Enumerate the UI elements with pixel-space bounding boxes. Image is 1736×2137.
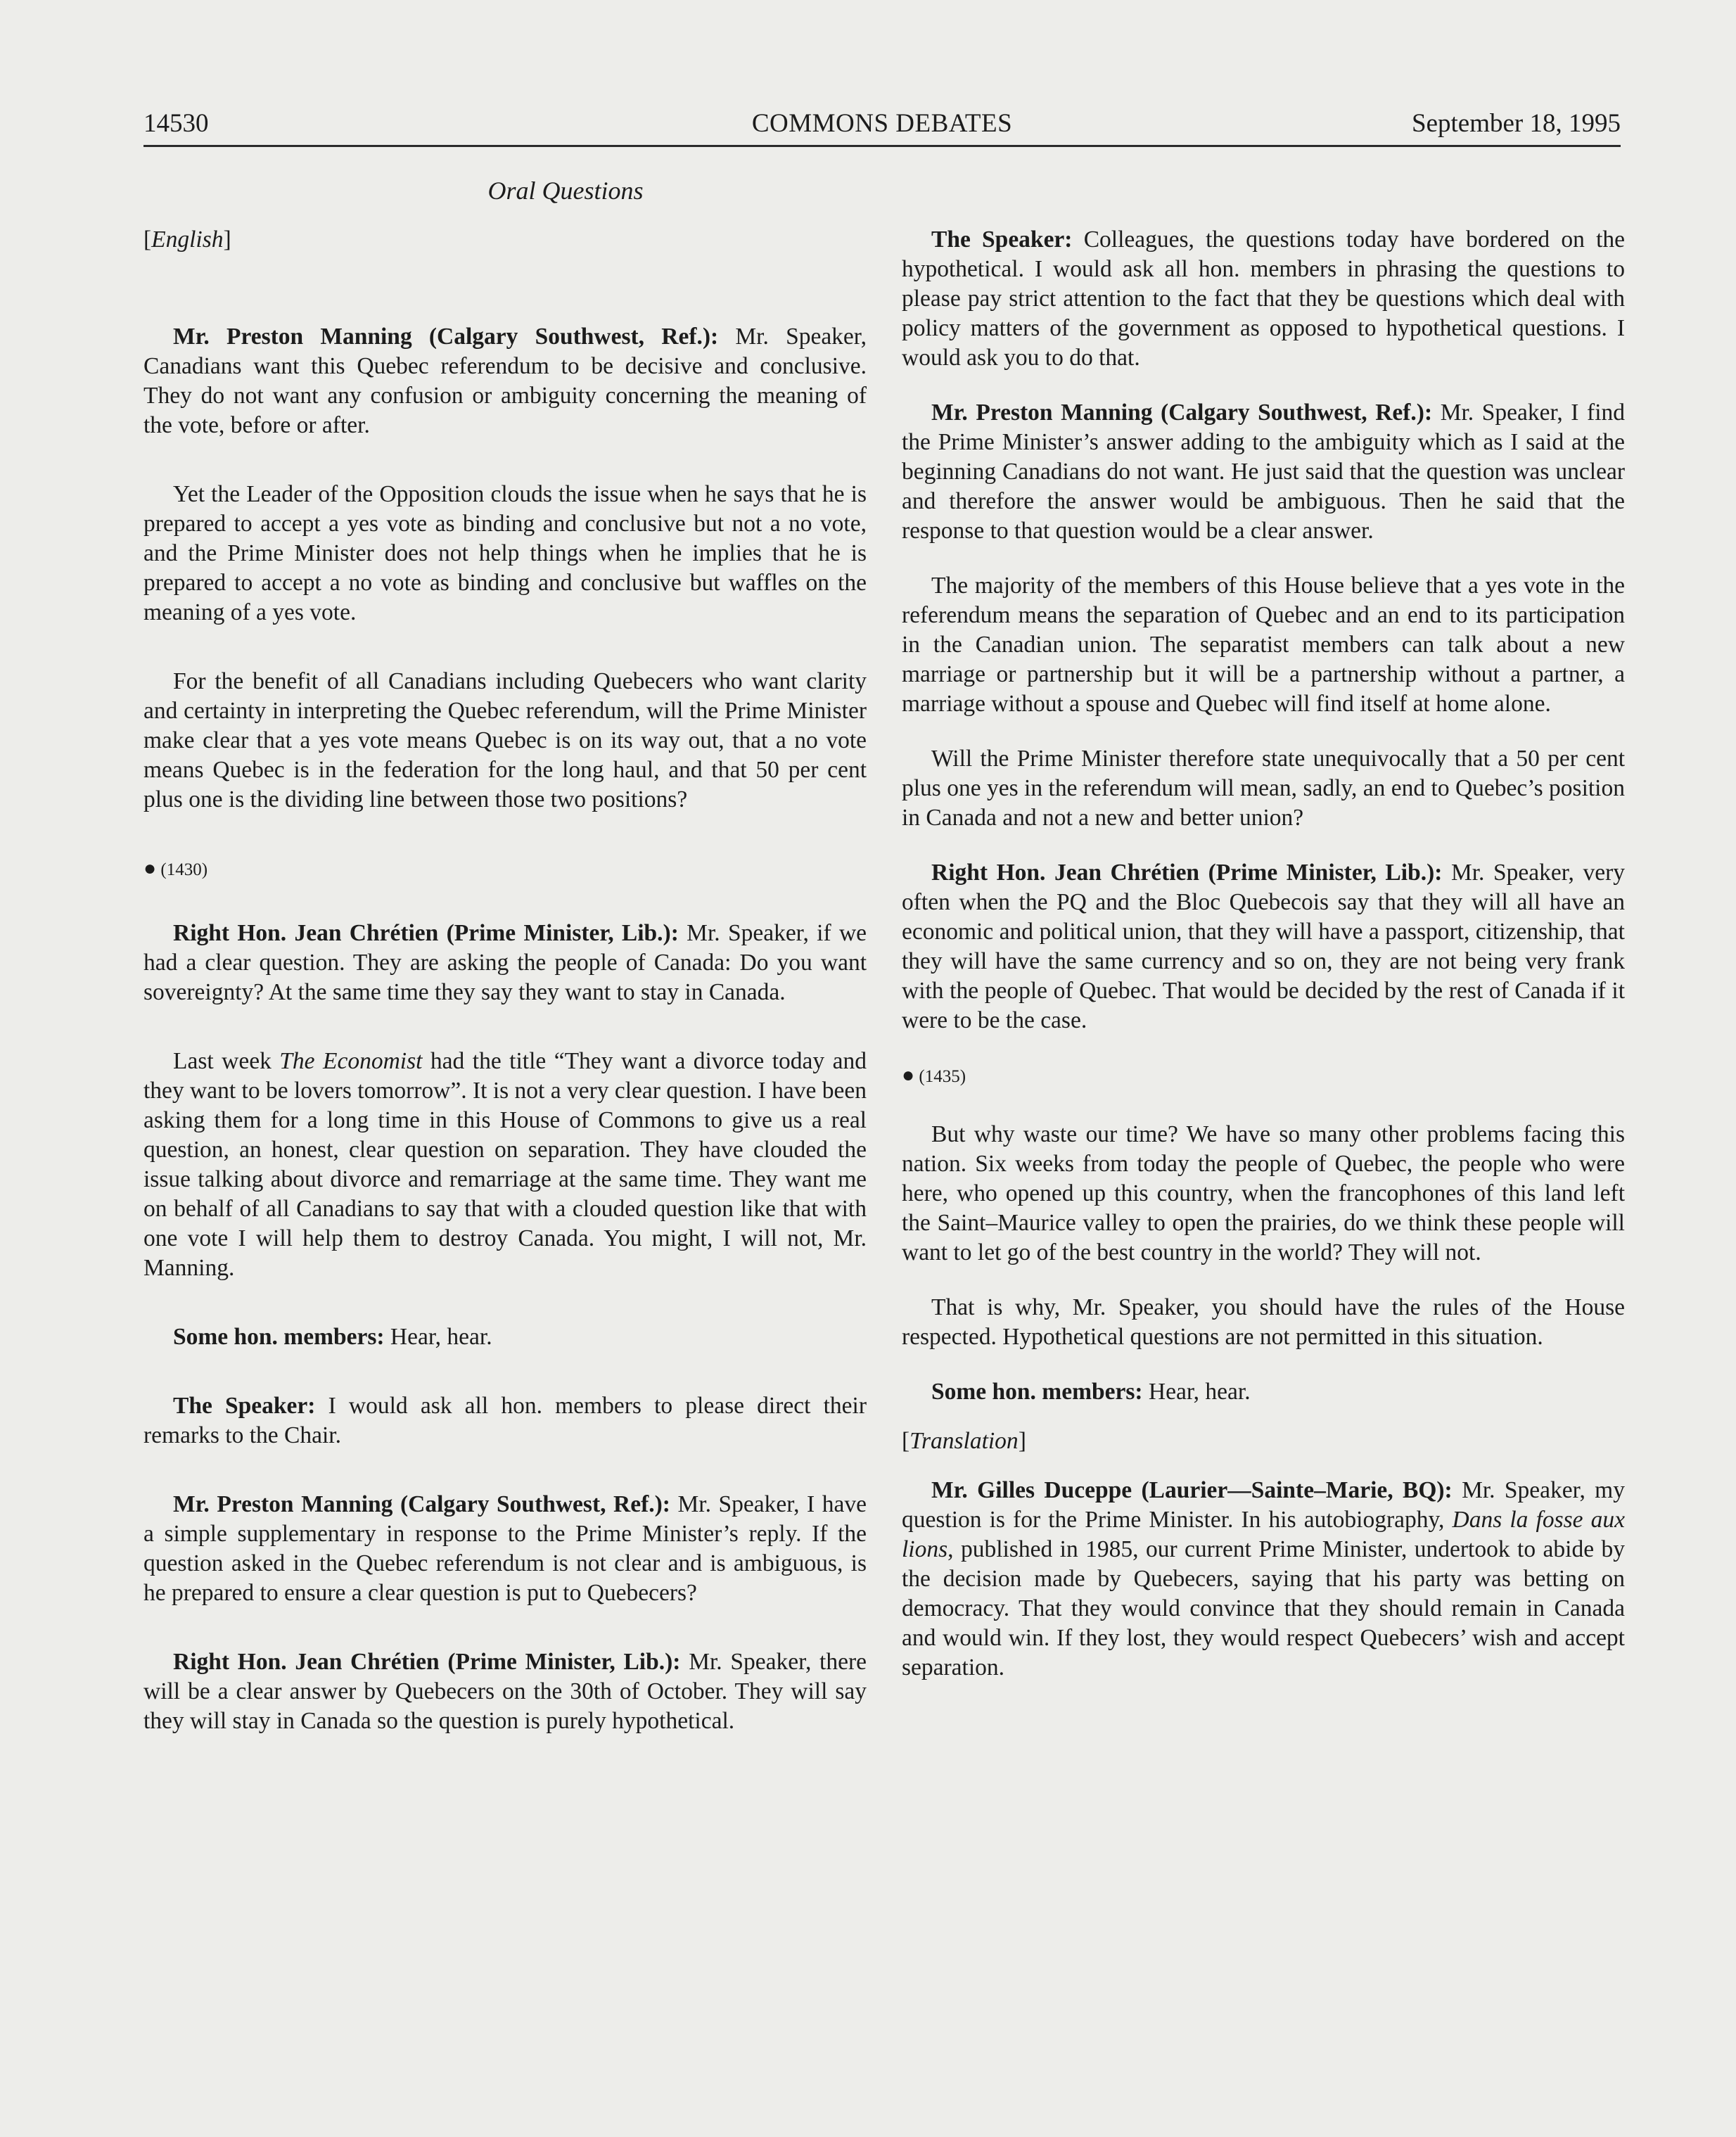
language-marker: [Translation]	[902, 1428, 1026, 1454]
speech-paragraph: The Speaker: I would ask all hon. members to please direct their remarks to the Chair.	[143, 1393, 867, 1448]
speaker-name: Right Hon. Jean Chrétien (Prime Minister, Lib.):	[931, 860, 1443, 886]
speech-paragraph: Mr. Preston Manning (Calgary Southwest, Ref.): Mr. Speaker, I find the Prime Minister’s answer adding to the ambiguity which as I said at the beginning Canadians do not want. He just said that the question was unclear and therefore the answer would be ambiguous. Then he said that the response to that question would be a clear answer.	[902, 400, 1625, 544]
time-stamp: ● (1430)	[143, 857, 208, 880]
speaker-name: Mr. Gilles Duceppe (Laurier—Sainte–Marie, BQ):	[931, 1477, 1453, 1503]
publication-title: COMMONS DEBATES	[751, 109, 1013, 138]
speech-paragraph: That is why, Mr. Speaker, you should have the rules of the House respected. Hypothetical questions are not permitted in this situation.	[902, 1294, 1625, 1350]
speech-paragraph: Will the Prime Minister therefore state unequivocally that a 50 per cent plus one yes in the referendum will mean, sadly, an end to Quebec’s position in Canada and not a new and better union?	[902, 746, 1625, 831]
speech-paragraph: Right Hon. Jean Chrétien (Prime Minister, Lib.): Mr. Speaker, if we had a clear question. They are asking the people of Canada: Do you want sovereignty? At the same time they say they want to stay in Canada.	[143, 920, 867, 1005]
speaker-name: Some hon. members:	[173, 1324, 385, 1350]
right-column	[902, 225, 1625, 1722]
speaker-name: Right Hon. Jean Chrétien (Prime Minister, Lib.):	[173, 920, 679, 946]
speech-paragraph: Some hon. members: Hear, hear.	[931, 1379, 1251, 1405]
left-column	[143, 225, 867, 1775]
speaker-name: Mr. Preston Manning (Calgary Southwest, Ref.):	[173, 324, 719, 350]
speaker-name: The Speaker:	[173, 1393, 316, 1419]
speech-paragraph: Some hon. members: Hear, hear.	[173, 1324, 492, 1350]
speech-paragraph: But why waste our time? We have so many other problems facing this nation. Six weeks from today the people of Quebec, the people who were here, who opened up this country, when the francophones of this land left the Saint–Maurice valley to open the prairies, do we think these people will want to let go of the best country in the world? They will not.	[902, 1121, 1625, 1265]
speech-paragraph: Right Hon. Jean Chrétien (Prime Minister, Lib.): Mr. Speaker, very often when the PQ and the Bloc Quebecois say that they will all have an economic and political union, that they will have a passport, citizenship, that they will have the same currency and so on, they are not being very frank with the people of Quebec. That would be decided by the rest of Canada if it were to be the case.	[902, 860, 1625, 1033]
speech-paragraph: Right Hon. Jean Chrétien (Prime Minister, Lib.): Mr. Speaker, there will be a clear answer by Quebecers on the 30th of October. They will say they will stay in Canada so the question is purely hypothetical.	[143, 1649, 867, 1734]
speech-paragraph: Mr. Preston Manning (Calgary Southwest, Ref.): Mr. Speaker, Canadians want this Quebec referendum to be decisive and conclusive. They do not want any confusion or ambiguity concerning the meaning of the vote, before or after.	[143, 324, 867, 438]
book-title: Dans la fosse aux lions	[902, 1507, 1625, 1562]
speaker-name: The Speaker:	[931, 227, 1073, 253]
speech-paragraph: Mr. Preston Manning (Calgary Southwest, Ref.): Mr. Speaker, I have a simple supplementary in response to the Prime Minister’s reply. If the question asked in the Quebec referendum is not clear and is ambiguous, is he prepared to ensure a clear question is put to Quebecers?	[143, 1491, 867, 1606]
page-number: 14530	[143, 109, 209, 138]
speaker-name: Right Hon. Jean Chrétien (Prime Minister, Lib.):	[173, 1649, 681, 1675]
publication-date: September 18, 1995	[1412, 109, 1621, 138]
time-stamp: ● (1435)	[902, 1064, 966, 1087]
language-marker: [English]	[143, 227, 231, 253]
speech-paragraph: For the benefit of all Canadians including Quebecers who want clarity and certainty in interpreting the Quebec referendum, will the Prime Minister make clear that a yes vote means Quebec is on its way out, that a no vote means Quebec is in the federation for the long haul, and that 50 per cent plus one is the dividing line between those two positions?	[143, 668, 867, 812]
speech-paragraph: Mr. Gilles Duceppe (Laurier—Sainte–Marie, BQ): Mr. Speaker, my question is for the Prime Minister. In his autobiography, Dans la fosse aux lions, published in 1985, our current Prime Minister, undertook to abide by the decision made by Quebecers, saying that his party was betting on democracy. That they would convince that they should remain in Canada and would win. If they lost, they would respect Quebecers’ wish and accept separation.	[902, 1477, 1625, 1680]
speaker-name: Some hon. members:	[931, 1379, 1143, 1405]
page-header	[143, 106, 1621, 148]
speaker-name: Mr. Preston Manning (Calgary Southwest, Ref.):	[931, 400, 1433, 426]
speech-paragraph: The Speaker: Colleagues, the questions today have bordered on the hypothetical. I would ask all hon. members in phrasing the questions to please pay strict attention to the fact that they be questions which deal with policy matters of the government as opposed to hypothetical questions. I would ask you to do that.	[902, 227, 1626, 371]
speech-paragraph: Last week The Economist had the title “They want a divorce today and they want to be lovers tomorrow”. It is not a very clear question. I have been asking them for a long time in this House of Commons to give us a real question, an honest, clear question on separation. They have clouded the issue talking about divorce and remarriage at the same time. They want me on behalf of all Canadians to say that with a clouded question like that with one vote I will help them to destroy Canada. You might, I will not, Mr. Manning.	[143, 1048, 867, 1281]
publication-name: The Economist	[279, 1048, 423, 1074]
speech-paragraph: The majority of the members of this House believe that a yes vote in the referendum means the separation of Quebec and an end to its participation in the Canadian union. The separatist members can talk about a new marriage or partnership but it will be a partnership without a partner, a marriage without a spouse and Quebec will find itself at home alone.	[902, 573, 1625, 717]
speaker-name: Mr. Preston Manning (Calgary Southwest, Ref.):	[173, 1491, 670, 1517]
section-heading: Oral Questions	[487, 177, 644, 205]
speech-paragraph: Yet the Leader of the Opposition clouds the issue when he says that he is prepared to accept a yes vote as binding and conclusive but not a no vote, and the Prime Minister does not help things when he implies that he is prepared to accept a no vote as binding and conclusive but waffles on the meaning of a yes vote.	[143, 481, 867, 625]
header-rule	[143, 145, 1621, 147]
